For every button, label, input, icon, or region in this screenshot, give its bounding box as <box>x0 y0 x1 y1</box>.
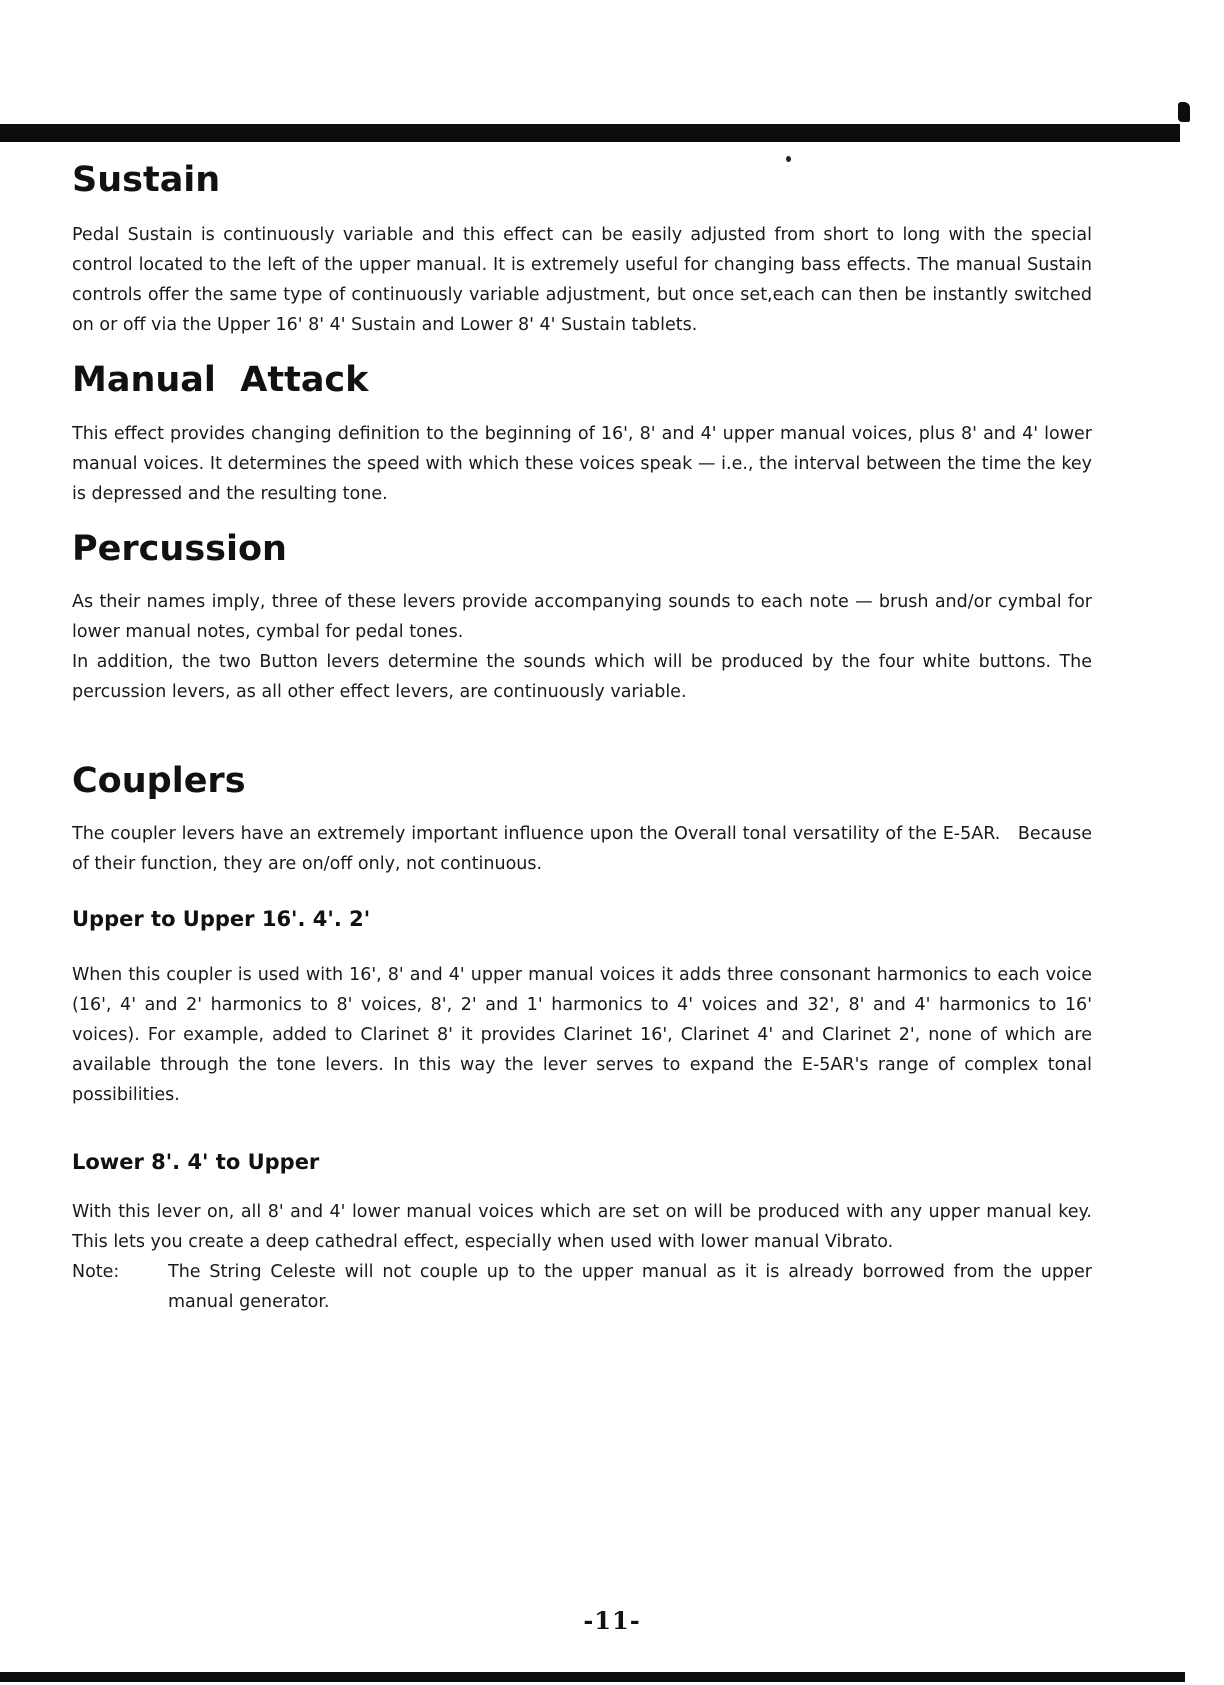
paragraph-percussion-2: In addition, the two Button levers determine the sounds which will be produced by the four white buttons. The percussion levers, as all other effect levers, are continuously variable. <box>72 651 1092 702</box>
top-rule-mark <box>1178 102 1190 122</box>
top-rule <box>0 124 1180 142</box>
heading-manual-attack: Manual Attack <box>72 360 369 401</box>
paragraph-lower-to-upper: With this lever on, all 8' and 4' lower manual voices which are set on will be produced with any upper manual key. This lets you create a deep cathedral effect, especially when used with lower manual Vibrato. <box>72 1202 1092 1253</box>
heading-couplers: Couplers <box>72 760 246 801</box>
paragraph-couplers: The coupler levers have an extremely important influence upon the Overall tonal versatility of the E-5AR. Because of their function, they are on/off only, not continuous. <box>72 824 1098 874</box>
paragraph-upper-to-upper: When this coupler is used with 16', 8' and 4' upper manual voices it adds three consonant harmonics to each voice (16', 4' and 2' harmonics to 8' voices, 8', 2' and 1' harmonics to 4' voices and 32', 8' and 4' harmonics to 16' voices). For example, added to Clarinet 8' it provides Clarinet 16', Clarinet 4' and Clarinet 2', none of which are available through the tone levers. In this way the lever serves to expand the E-5AR's range of complex tonal possibilities. <box>72 965 1092 1106</box>
note-label: Note: <box>72 1262 120 1283</box>
heading-percussion: Percussion <box>72 528 287 569</box>
page-content <box>72 160 1098 1317</box>
subheading-upper-to-upper: Upper to Upper 16'. 4'. 2' <box>72 907 371 931</box>
paragraph-percussion-1: As their names imply, three of these levers provide accompanying sounds to each note — brush and/or cymbal for lower manual notes, cymbal for pedal tones. <box>72 591 1092 642</box>
note-block <box>72 1257 1092 1317</box>
bottom-rule <box>0 1672 1185 1682</box>
paragraph-sustain: Pedal Sustain is continuously variable and this effect can be easily adjusted from short to long with the special control located to the left of the upper manual. It is extremely useful for changing bass effects. The manual Sustain controls offer the same type of continuously variable adjustment, but once set,each can then be instantly switched on or off via the Upper 16' 8' 4' Sustain and Lower 8' 4' Sustain tablets. <box>72 225 1092 336</box>
paragraph-manual-attack: This effect provides changing definition to the beginning of 16', 8' and 4' upper manual voices, plus 8' and 4' lower manual voices. It determines the speed with which these voices speak — i.e., the interval between the time the key is depressed and the resulting tone. <box>72 423 1092 504</box>
page-number: -11- <box>583 1606 641 1635</box>
subheading-lower-to-upper: Lower 8'. 4' to Upper <box>72 1150 320 1175</box>
heading-sustain: Sustain <box>72 160 221 200</box>
note-text: The String Celeste will not couple up to the upper manual as it is already borrowed from the upper manual generator. <box>168 1262 1092 1313</box>
